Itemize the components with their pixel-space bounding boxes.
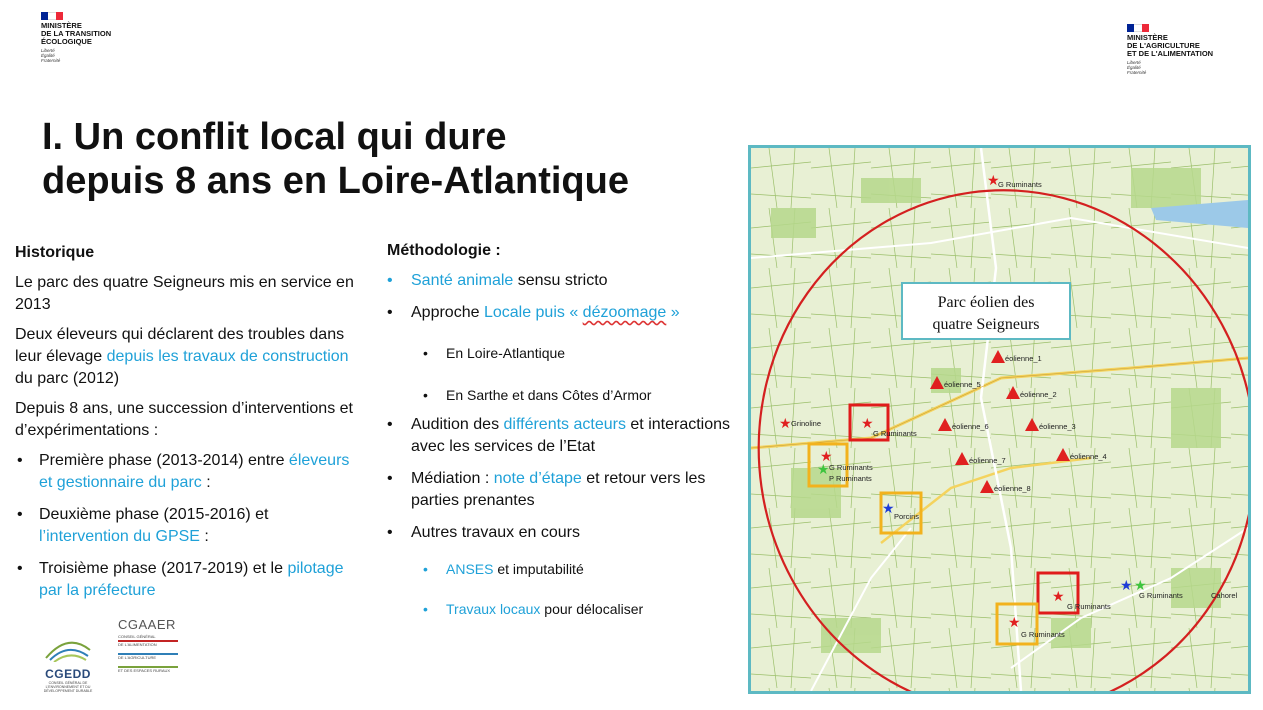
wind-farm-label (902, 283, 1070, 339)
phase-item: • Troisième phase (2017-2019) et le pilotage par la préfecture (17, 560, 344, 599)
star-red-icon: ★ (1008, 615, 1021, 631)
method-item: • Approche Locale puis « dézoomage » (387, 304, 680, 321)
cgedd-logo (38, 636, 98, 693)
ministry-ecology-logo (41, 12, 111, 63)
method-subitem: • En Loire-Atlantique (423, 345, 566, 361)
ministry-agriculture-logo (1127, 24, 1213, 75)
turbine-label: éolienne_7 (969, 456, 1006, 465)
logo-line: ÉCOLOGIQUE (41, 37, 92, 46)
svg-text:G Ruminants: G Ruminants (1139, 591, 1183, 600)
historique-column (15, 242, 360, 602)
svg-text:G Ruminants: G Ruminants (1067, 602, 1111, 611)
cgedd-emblem-icon (40, 636, 96, 662)
cgaaer-logo (118, 617, 178, 673)
method-item: • Autres travaux en cours (387, 524, 580, 541)
wind-farm-map (748, 145, 1251, 694)
slide-title: I. Un conflit local qui dure depuis 8 ans en Loire-Atlantique (42, 116, 629, 202)
historique-paragraph: Depuis 8 ans, une succession d’interventions et d’expérimentations : (15, 400, 353, 439)
turbine-label: éolienne_6 (952, 422, 989, 431)
turbine-label: éolienne_1 (1005, 354, 1042, 363)
star-red-icon: ★ (987, 173, 1000, 189)
logo-motto: Liberté Égalité Fraternité (1127, 60, 1147, 75)
star-green-icon: ★ (817, 462, 830, 478)
place-label: Grinoline (791, 419, 822, 428)
french-flag-icon (41, 12, 63, 20)
cgedd-subtitle: CONSEIL GÉNÉRAL DE L'ENVIRONNEMENT ET DU DÉVELOPPEMENT DURABLE (43, 681, 93, 693)
turbine-label: éolienne_2 (1020, 390, 1057, 399)
method-subitem: • Travaux locaux pour délocaliser (423, 601, 644, 617)
turbine-label: éolienne_8 (994, 484, 1031, 493)
method-item: • Santé animale sensu stricto (387, 272, 608, 289)
star-red-icon: ★ (1052, 589, 1065, 605)
svg-text:Porcins: Porcins (894, 512, 920, 521)
svg-text:G Ruminants: G Ruminants (998, 180, 1042, 189)
method-subitem: • En Sarthe et dans Côtes d’Armor (423, 387, 652, 403)
method-item: • Audition des différents acteurs et interactions avec les services de l’Etat (387, 416, 731, 455)
french-flag-icon (1127, 24, 1149, 32)
logo-line: MINISTÈRE (41, 21, 82, 30)
logo-line: ET DE L'ALIMENTATION (1127, 49, 1214, 58)
star-red-icon: ★ (861, 416, 874, 432)
logo-motto: Liberté Égalité Fraternité (41, 48, 61, 63)
method-subitem: • ANSES et imputabilité (423, 561, 584, 577)
cgedd-name: CGEDD (45, 667, 91, 681)
logo-line: MINISTÈRE (1127, 33, 1168, 42)
map-canvas (751, 148, 1248, 691)
phase-item: • Deuxième phase (2015-2016) et l’intervention du GPSE : (17, 506, 269, 545)
star-red-icon: ★ (779, 416, 792, 432)
logo-line: DE L'AGRICULTURE (1127, 41, 1200, 50)
svg-text:P Ruminants: P Ruminants (829, 474, 872, 483)
turbine-label: éolienne_5 (944, 380, 981, 389)
historique-paragraph: Deux éleveurs qui déclarent des troubles dans leur élevage depuis les travaux de construction du parc (2012) (15, 326, 349, 387)
turbine-label: éolienne_3 (1039, 422, 1076, 431)
star-blue-icon: ★ (1120, 578, 1133, 594)
methodologie-heading: Méthodologie : (387, 242, 501, 259)
method-item: • Médiation : note d’étape et retour vers les parties prenantes (387, 470, 706, 509)
svg-text:quatre Seigneurs: quatre Seigneurs (932, 316, 1040, 333)
turbine-label: éolienne_4 (1070, 452, 1107, 461)
star-blue-icon: ★ (882, 501, 895, 517)
svg-text:G Ruminants: G Ruminants (873, 429, 917, 438)
historique-heading: Historique (15, 244, 95, 261)
svg-text:G Ruminants: G Ruminants (1021, 630, 1065, 639)
star-red-icon: ★ (820, 449, 833, 465)
svg-text:G Ruminants: G Ruminants (829, 463, 873, 472)
star-green-icon: ★ (1134, 578, 1147, 594)
logo-line: DE LA TRANSITION (41, 29, 112, 38)
phase-item: • Première phase (2013-2014) entre éleveurs et gestionnaire du parc : (17, 452, 350, 491)
cgaaer-subtitle: CONSEIL GÉNÉRAL DE L'ALIMENTATION DE L'AGRICULTURE ET DES ESPACES RURAUX (118, 634, 178, 673)
methodologie-column (387, 240, 732, 620)
historique-paragraph: Le parc des quatre Seigneurs mis en service en 2013 (15, 274, 354, 313)
svg-text:Parc éolien des: Parc éolien des (937, 294, 1035, 311)
cgaaer-name: CGAAER (118, 617, 176, 632)
place-label: Cahorel (1211, 591, 1238, 600)
